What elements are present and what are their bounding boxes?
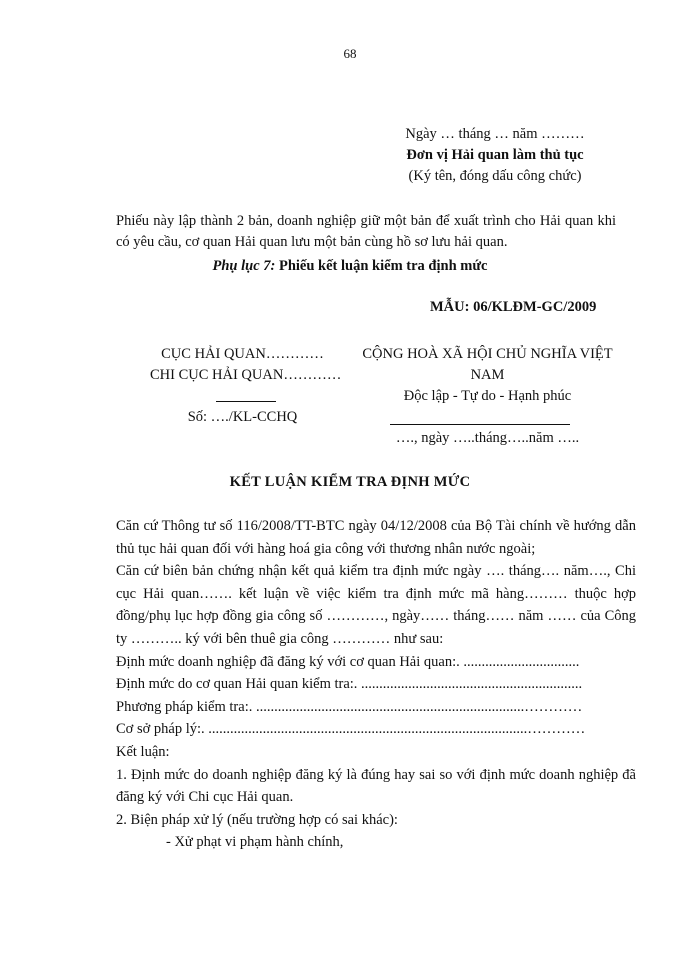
body-line-customs-norm: Định mức do cơ quan Hải quan kiểm tra:. .............................................................	[116, 676, 583, 693]
body-item-1: 1. Định mức do doanh nghiệp đăng ký là đúng hay sai so với định mức doanh nghiệp đã đăng ký với Chi cục Hải quan.	[116, 766, 636, 806]
body-line-legal-basis: Cơ sở pháp lý:. ........................................................................................…………	[116, 721, 586, 738]
body-line-conclusion: Kết luận:	[116, 743, 170, 760]
document-title: KẾT LUẬN KIỂM TRA ĐỊNH MỨC	[229, 474, 471, 490]
signature-block	[375, 124, 615, 187]
form-code: MẪU: 06/KLĐM-GC/2009	[430, 299, 597, 315]
republic-block	[340, 344, 635, 449]
copies-note: Phiếu này lập thành 2 bản, doanh nghiệp giữ một bản để xuất trình cho Hải quan khi có yêu cầu, cơ quan Hải quan lưu một bản cùng hồ sơ lưu hải quan.	[116, 213, 616, 250]
appendix-prefix: Phụ lục 7:	[212, 258, 276, 274]
appendix-title: Phiếu kết luận kiểm tra định mức	[278, 258, 488, 274]
document-body	[116, 515, 636, 854]
signature-instruction: (Ký tên, đóng dấu công chức)	[408, 168, 582, 184]
page-number: 68	[343, 46, 357, 61]
appendix-heading	[0, 258, 700, 275]
agency-line2: CHI CỤC HẢI QUAN…………	[150, 367, 342, 383]
agency-number: Số: …./KL-CCHQ	[187, 409, 298, 425]
signature-date: Ngày … tháng … năm ………	[405, 126, 585, 142]
body-paragraph-1: Căn cứ Thông tư số 116/2008/TT-BTC ngày 04/12/2008 của Bộ Tài chính về hướng dẫn thủ tục hải quan đối với hàng hoá gia công với thương nhân nước ngoài;	[116, 518, 636, 557]
republic-motto: Độc lập - Tự do - Hạnh phúc	[403, 388, 572, 404]
body-line-method: Phương pháp kiểm tra:. ..........................................................................…………	[116, 698, 583, 715]
republic-line1: CỘNG HOÀ XÃ HỘI CHỦ NGHĨA VIỆT	[362, 346, 613, 362]
body-paragraph-2: Căn cứ biên bản chứng nhận kết quả kiểm tra định mức ngày …. tháng…. năm…., Chi cục Hải quan……. kết luận về việc kiểm tra định mức mã hàng……… thuộc hợp đồng/phụ lục hợp đồng gia công số …………, ngày…… tháng…… năm …… của Công ty ……….. ký với bên thuê gia công ………… như sau:	[116, 563, 636, 647]
signature-unit: Đơn vị Hải quan làm thủ tục	[406, 147, 584, 163]
agency-block	[150, 344, 342, 428]
body-item-2: 2. Biện pháp xử lý (nếu trường hợp có sai khác):	[116, 811, 398, 828]
republic-underline	[390, 424, 570, 425]
republic-date: …., ngày …..tháng…..năm …..	[395, 430, 580, 446]
republic-line2: NAM	[470, 367, 505, 383]
agency-underline	[216, 401, 276, 402]
body-subitem: - Xử phạt vi phạm hành chính,	[166, 834, 344, 851]
body-line-enterprise-norm: Định mức doanh nghiệp đã đăng ký với cơ quan Hải quan:. ................................	[116, 653, 580, 670]
agency-line1: CỤC HẢI QUAN…………	[161, 346, 324, 362]
